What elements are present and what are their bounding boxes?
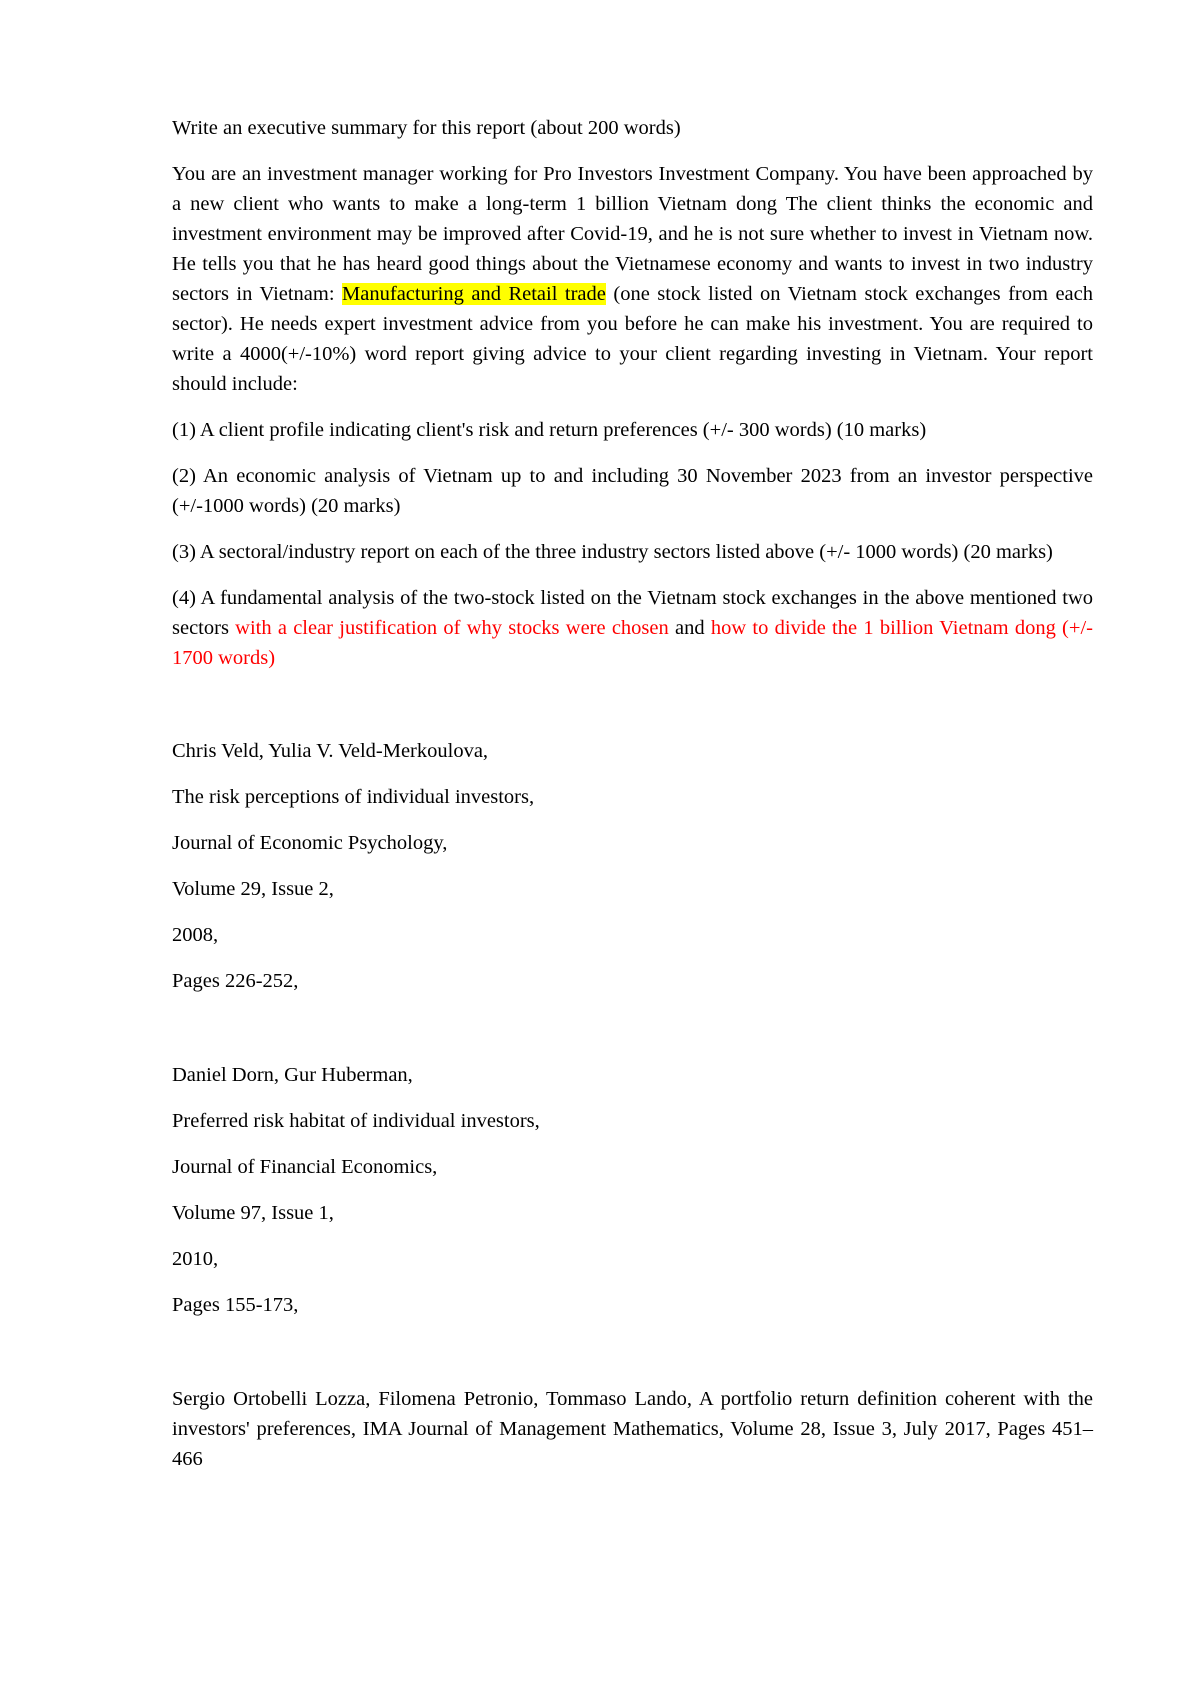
intro-paragraph <box>172 159 1093 399</box>
reference-2 <box>172 1060 1093 1320</box>
reference-line: Volume 97, Issue 1, <box>172 1202 334 1224</box>
document-body <box>172 113 1093 1490</box>
item4-red-text-1: with a clear justification of why stocks were chosen <box>235 617 669 639</box>
reference-line: Journal of Financial Economics, <box>172 1156 438 1178</box>
reference-1 <box>172 736 1093 996</box>
requirement-item-4 <box>172 583 1093 673</box>
intro-text-2: (one stock listed on Vietnam stock exchanges from each sector). He needs expert investment advice from you before he can make his investment. You are required to write a 4000(+/-10%) word report giving advice to your client regarding investing in Vietnam. Your report should include: <box>172 283 1093 395</box>
reference-line: Preferred risk habitat of individual investors, <box>172 1110 540 1132</box>
reference-line: 2010, <box>172 1248 219 1270</box>
requirement-item-3: (3) A sectoral/industry report on each of the three industry sectors listed above (+/- 1000 words) (20 marks) <box>172 541 1053 563</box>
reference-3: Sergio Ortobelli Lozza, Filomena Petronio, Tommaso Lando, A portfolio return definition coherent with the investors' preferences, IMA Journal of Management Mathematics, Volume 28, Issue 3, July 2017, Pages 451–466 <box>172 1388 1093 1470</box>
reference-line: The risk perceptions of individual investors, <box>172 786 535 808</box>
highlighted-sectors: Manufacturing and Retail trade <box>342 283 606 305</box>
reference-line: Volume 29, Issue 2, <box>172 878 334 900</box>
spacer <box>172 1336 1093 1384</box>
item4-text-1: (4) A fundamental analysis of the two-stock listed on the Vietnam stock exchanges in the above mentioned two sectors <box>172 587 1093 639</box>
requirement-item-1: (1) A client profile indicating client's risk and return preferences (+/- 300 words) (10 marks) <box>172 419 927 441</box>
reference-line: Chris Veld, Yulia V. Veld-Merkoulova, <box>172 740 489 762</box>
heading: Write an executive summary for this report (about 200 words) <box>172 117 681 139</box>
reference-line: Pages 155-173, <box>172 1294 299 1316</box>
spacer <box>172 1012 1093 1060</box>
reference-line: Journal of Economic Psychology, <box>172 832 448 854</box>
item4-text-2: and <box>668 617 711 639</box>
reference-line: 2008, <box>172 924 219 946</box>
reference-line: Pages 226-252, <box>172 970 299 992</box>
requirement-item-2: (2) An economic analysis of Vietnam up to and including 30 November 2023 from an investor perspective (+/-1000 words) (20 marks) <box>172 465 1093 517</box>
reference-line: Daniel Dorn, Gur Huberman, <box>172 1064 413 1086</box>
intro-text-1: You are an investment manager working for Pro Investors Investment Company. You have been approached by a new client who wants to make a long-term 1 billion Vietnam dong The client thinks the economic and investment environment may be improved after Covid-19, and he is not sure whether to invest in Vietnam now. He tells you that he has heard good things about the Vietnamese economy and wants to invest in two industry sectors in Vietnam: <box>172 163 1093 305</box>
item4-red-text-2: how to divide the 1 billion Vietnam dong (+/- 1700 words) <box>172 617 1093 669</box>
spacer <box>172 689 1093 736</box>
